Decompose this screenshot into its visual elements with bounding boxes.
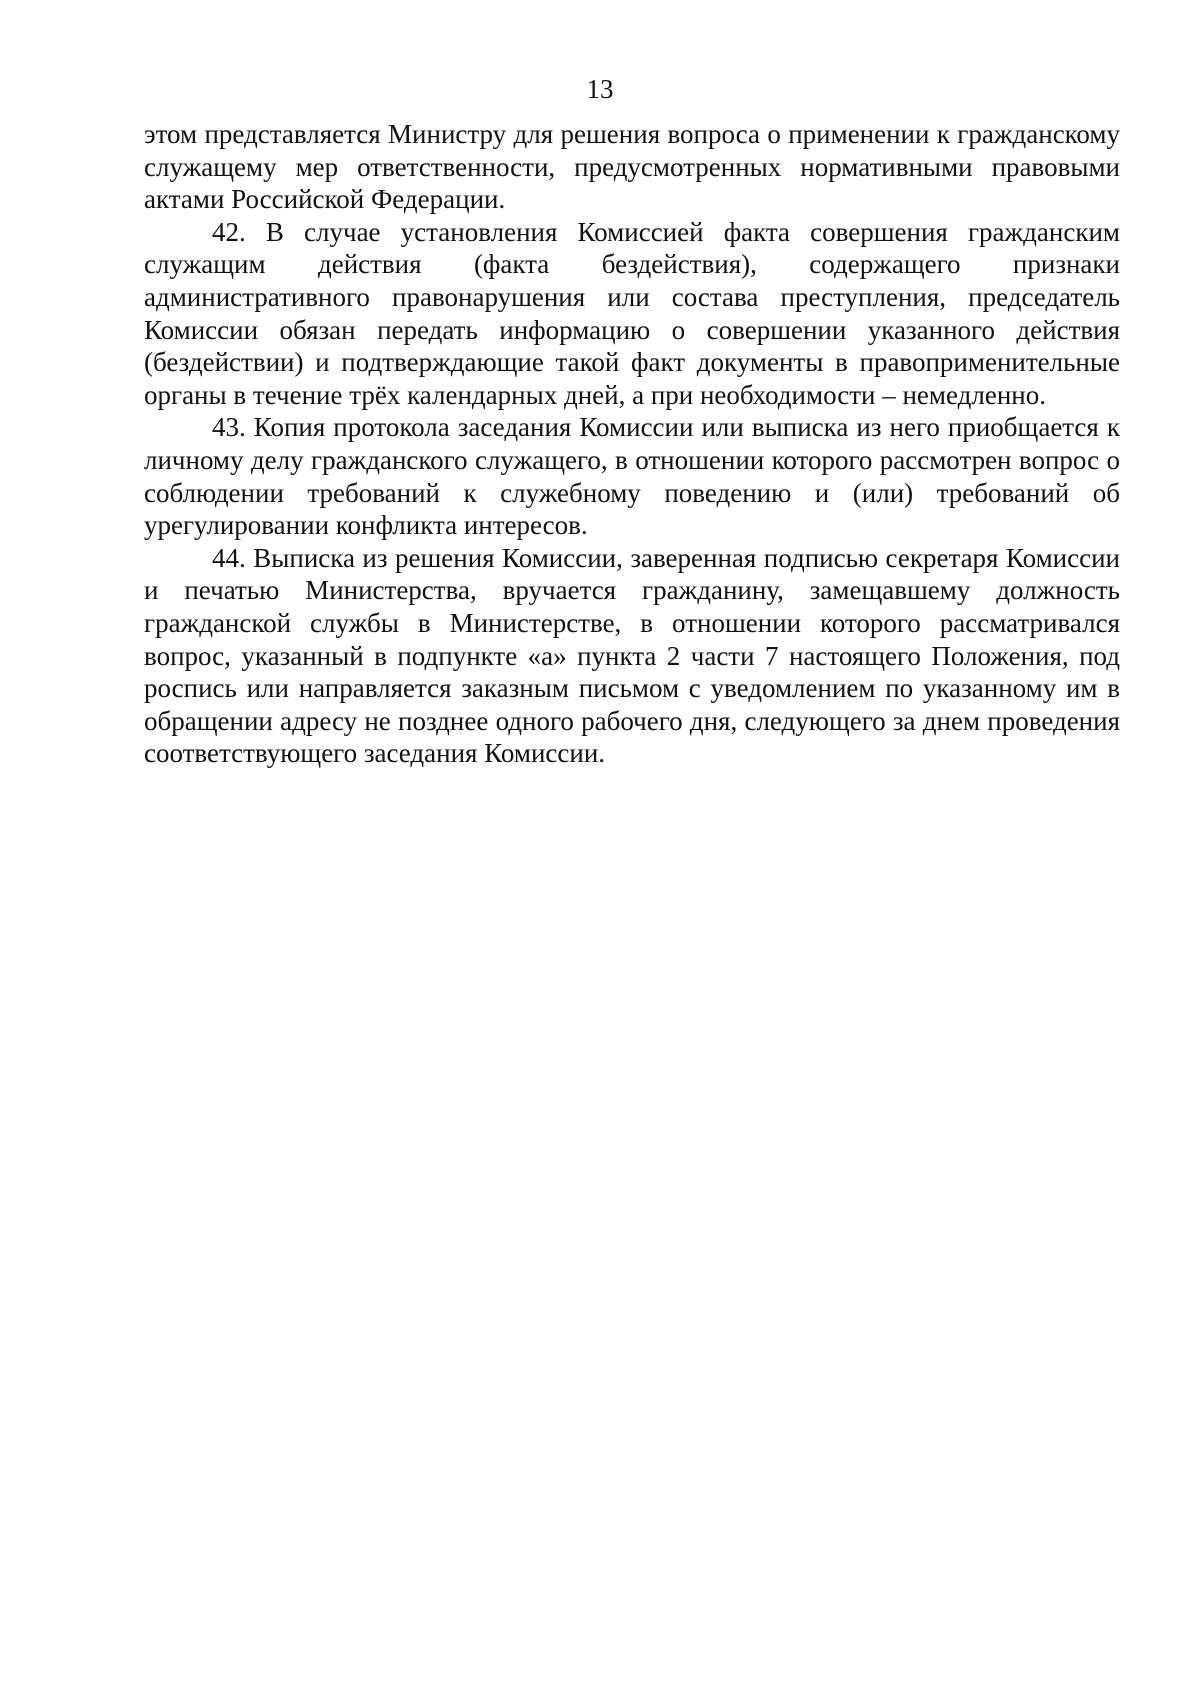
paragraph-43: 43. Копия протокола заседания Комиссии или выписка из него приобщается к личному делу гражданского служащего, в отношении которого рассмотрен вопрос о соблюдении требований к служебному поведению и (или) требований об урегулировании конфликта интересов.: [144, 412, 1120, 541]
paragraph-44: 44. Выписка из решения Комиссии, заверенная подписью секретаря Комиссии и печатью Министерства, вручается гражданину, замещавшему должность гражданской службы в Министерстве, в отношении которого рассматривался вопрос, указанный в подпункте «а» пункта 2 части 7 настоящего Положения, под роспись или направляется заказным письмом с уведомлением по указанному им в обращении адресу не позднее одного рабочего дня, следующего за днем проведения соответствующего заседания Комиссии.: [144, 542, 1120, 769]
page-number: 13: [586, 74, 614, 104]
paragraph-continuation: этом представляется Министру для решения вопроса о применении к гражданскому служащему мер ответственности, предусмотренных нормативными правовыми актами Российской Федерации.: [144, 119, 1120, 215]
document-body: [144, 118, 1120, 770]
paragraph-42: 42. В случае установления Комиссией факта совершения гражданским служащим действия (факта бездействия), содержащего признаки административного правонарушения или состава преступления, председатель Комиссии обязан передать информацию о совершении указанного действия (бездействии) и подтверждающие такой факт документы в правоприменительные органы в течение трёх календарных дней, а при необходимости – немедленно.: [144, 216, 1120, 410]
